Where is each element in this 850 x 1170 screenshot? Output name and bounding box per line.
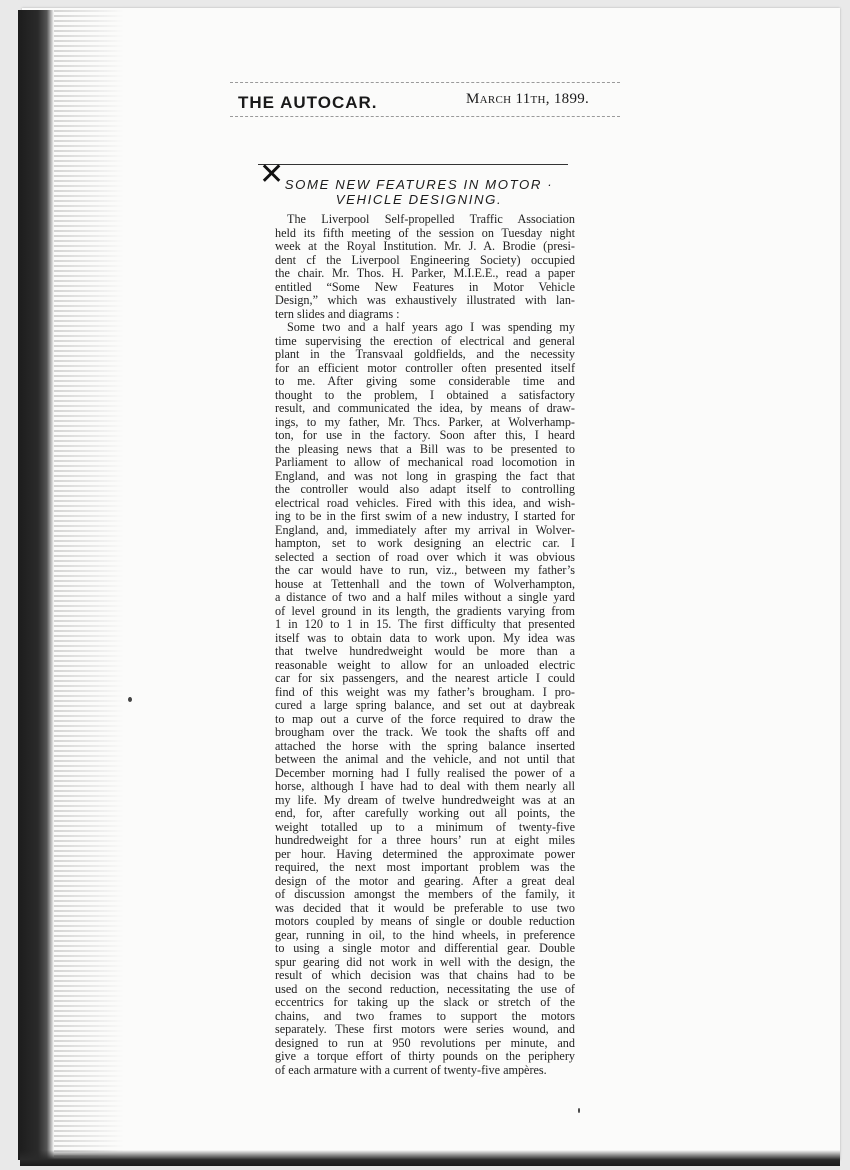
scan-edge-noise xyxy=(54,10,124,1160)
text-line: plant in the Transvaal goldfields, and the necessity xyxy=(275,347,575,361)
text-line: time supervising the erection of electrical and general xyxy=(275,333,575,348)
text-line: find of this weight was my father’s brougham. I pro- xyxy=(275,684,575,699)
text-line: Design,” which was exhaustively illustrated with lan- xyxy=(275,293,575,307)
scan-speck xyxy=(128,697,132,702)
text-line: weight totalled up to a minimum of twenty-five xyxy=(275,819,575,834)
text-line: a distance of two and a half miles without a single yard xyxy=(275,590,575,604)
paragraph-intro xyxy=(275,213,575,321)
text-line: give a torque effort of thirty pounds on the periphery xyxy=(275,1049,575,1063)
text-line: between the animal and the vehicle, and not until that xyxy=(275,752,575,766)
scan-bottom-shadow xyxy=(20,1150,840,1166)
text-line: electrical road vehicles. Fired with this idea, and wish- xyxy=(275,495,575,510)
text-line: The Liverpool Self-propelled Traffic Association xyxy=(287,212,575,226)
text-line: Some two and a half years ago I was spending my xyxy=(287,320,575,334)
text-line: hundredweight for a three hours’ run at eight miles xyxy=(275,833,575,847)
text-line: hampton, set to work designing an electric car. I xyxy=(275,536,575,550)
text-line: brougham over the track. We took the shafts off and xyxy=(275,725,575,739)
text-line: house at Tettenhall and the town of Wolverhampton, xyxy=(275,576,575,591)
text-line: cured a large spring balance, and set out at daybreak xyxy=(275,698,575,712)
text-line: December morning had I fully realised the power of a xyxy=(275,765,575,780)
text-line: gear, running in oil, to the hind wheels, in preference xyxy=(275,927,575,942)
text-line: of level ground in its length, the gradients varying from xyxy=(275,603,575,618)
text-line: England, and, immediately after my arrival in Wolver- xyxy=(275,522,575,537)
article-title-line: SOME NEW FEATURES IN MOTOR · xyxy=(284,177,554,192)
text-line: for an efficient motor controller often presented itself xyxy=(275,360,575,375)
text-line: to map out a curve of the force required to draw the xyxy=(275,711,575,726)
text-line: to using a single motor and differential gear. Double xyxy=(275,941,575,955)
text-line: itself was to obtain data to work upon. My idea was xyxy=(275,630,575,645)
text-line: that twelve hundredweight would be more than a xyxy=(275,644,575,658)
journal-title: THE AUTOCAR. xyxy=(238,93,378,112)
text-line: spur gearing did not work in well with the design, the xyxy=(275,954,575,969)
text-line: horse, although I have had to deal with them nearly all xyxy=(275,779,575,793)
text-line: attached the horse with the spring balance inserted xyxy=(275,738,575,753)
text-line: of each armature with a current of twenty-five ampères. xyxy=(275,1062,547,1077)
text-line: entitled “Some New Features in Motor Vehicle xyxy=(275,279,575,294)
text-line: result of which decision was that chains had to be xyxy=(275,968,575,982)
issue-date: March 11th, 1899. xyxy=(466,91,590,107)
text-line: ing to be in the first swim of a new industry, I started for xyxy=(275,509,575,523)
text-line: result, and communicated the idea, by means of draw- xyxy=(275,401,575,415)
header-rule-top xyxy=(230,82,620,83)
text-line: my life. My dream of twelve hundredweight was at an xyxy=(275,792,575,807)
text-line: car for six passengers, and the nearest article I could xyxy=(275,671,575,685)
text-line: 1 in 120 to 1 in 15. The first difficulty that presented xyxy=(275,617,575,631)
text-line: design of the motor and gearing. After a great deal xyxy=(275,873,575,888)
text-line: end, for, after carefully working out all points, the xyxy=(275,806,575,820)
text-line: to me. After giving some considerable time and xyxy=(275,374,575,388)
text-line: separately. These first motors were series wound, and xyxy=(275,1022,575,1036)
text-line: used on the second reduction, necessitating the use of xyxy=(275,981,575,996)
scan-binding-shadow xyxy=(18,10,54,1160)
handwritten-x-mark: ✕ xyxy=(259,157,285,192)
text-line: the controller would also adapt itself to controlling xyxy=(275,482,575,496)
scan-speck xyxy=(578,1108,580,1113)
text-line: ton, for use in the factory. Soon after this, I heard xyxy=(275,428,575,442)
text-line: tern slides and diagrams : xyxy=(275,306,400,321)
text-line: week at the Royal Institution. Mr. J. A. Brodie (presi- xyxy=(275,239,575,253)
text-line: required, the next most important problem was the xyxy=(275,860,575,874)
article-title-line: VEHICLE DESIGNING. xyxy=(335,192,503,207)
article-top-rule xyxy=(258,164,568,165)
text-line: selected a section of road over which it was obvious xyxy=(275,549,575,564)
article-body xyxy=(275,213,575,1077)
paragraph-main xyxy=(275,321,575,1077)
text-line: England, and was not long in grasping the fact that xyxy=(275,468,575,483)
text-line: motors coupled by means of single or double reduction xyxy=(275,914,575,928)
text-line: reasonable weight to allow for an unloaded electric xyxy=(275,657,575,672)
text-line: ings, to my father, Mr. Thcs. Parker, at Wolverhamp- xyxy=(275,414,575,429)
text-line: was decided that it would be preferable to use two xyxy=(275,900,575,915)
text-line: the pleasing news that a Bill was to be presented to xyxy=(275,441,575,456)
text-line: the car would have to run, viz., between my father’s xyxy=(275,563,575,577)
text-line: the chair. Mr. Thos. H. Parker, M.I.E.E., read a paper xyxy=(275,266,575,280)
text-line: chains, and two frames to support the motors xyxy=(275,1008,575,1023)
text-line: held its fifth meeting of the session on Tuesday night xyxy=(275,225,575,240)
header-rule-bottom xyxy=(230,116,620,117)
text-line: per hour. Having determined the approximate power xyxy=(275,846,575,861)
text-line: thought to the problem, I obtained a satisfactory xyxy=(275,387,575,402)
text-line: eccentrics for taking up the slack or stretch of the xyxy=(275,995,575,1009)
text-line: designed to run at 950 revolutions per minute, and xyxy=(275,1035,575,1050)
text-line: Parliament to allow of mechanical road locomotion in xyxy=(275,455,575,469)
text-line: dent cf the Liverpool Engineering Society) occupied xyxy=(275,252,575,267)
article-title xyxy=(264,177,574,207)
text-line: of discussion amongst the members of the family, it xyxy=(275,887,575,901)
